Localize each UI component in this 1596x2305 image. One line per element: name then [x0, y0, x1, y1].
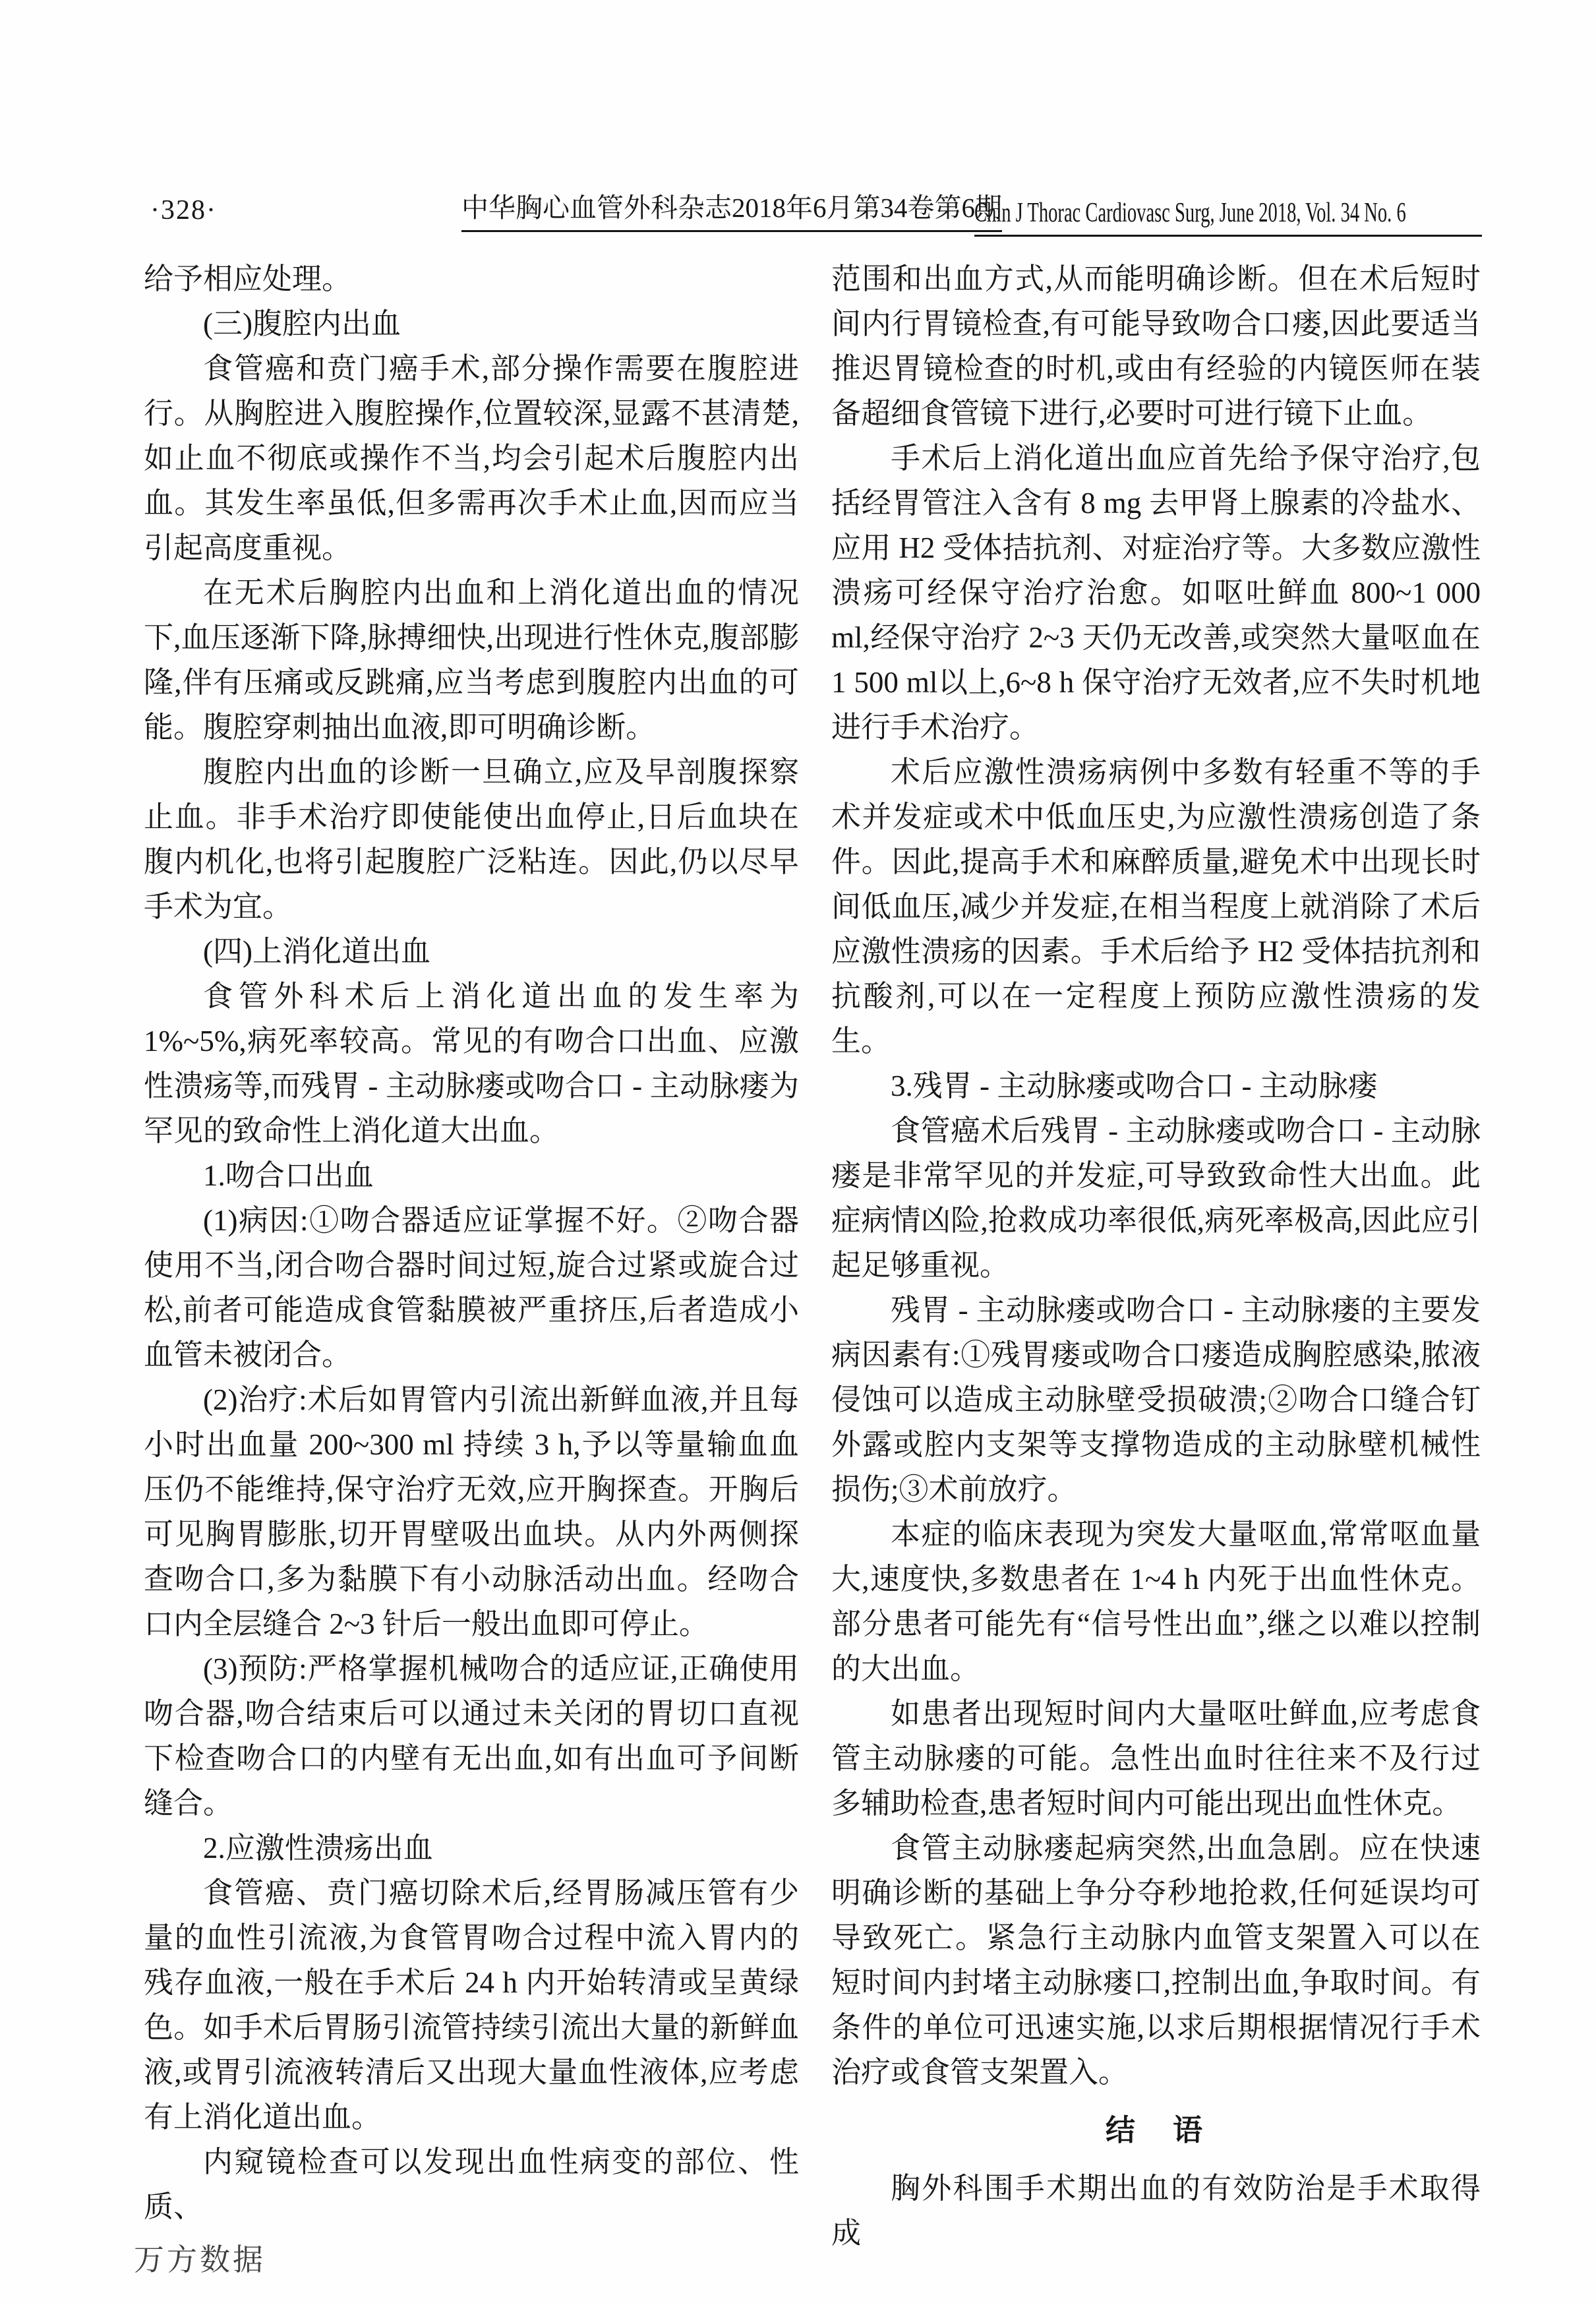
paragraph: (3)预防:严格掌握机械吻合的适应证,正确使用吻合器,吻合结束后可以通过未关闭的胃切口直视下检查吻合口的内壁有无出血,如有出血可予间断缝合。 [144, 1652, 799, 1820]
paragraph: (1)病因:①吻合器适应证掌握不好。②吻合器使用不当,闭合吻合器时间过短,旋合过紧或旋合过松,前者可能造成食管黏膜被严重挤压,后者造成小血管未被闭合。 [144, 1204, 799, 1371]
subsection-heading-stress-ulcer-bleeding: 2.应激性溃疡出血 [203, 1832, 433, 1865]
subsection-heading-anastomotic-bleeding: 1.吻合口出血 [203, 1159, 374, 1192]
wanfang-data-watermark: 万方数据 [134, 2242, 266, 2277]
paragraph: 食管癌术后残胃 - 主动脉瘘或吻合口 - 主动脉瘘是非常罕见的并发症,可导致致命性大出血。此症病情凶险,抢救成功率很低,病死率极高,因此应引起足够重视。 [831, 1114, 1481, 1282]
journal-title-english [974, 198, 1482, 237]
subsection-heading-aortic-fistula: 3.残胃 - 主动脉瘘或吻合口 - 主动脉瘘 [891, 1069, 1378, 1102]
conclusion-heading: 结 语 [1105, 2114, 1206, 2147]
section-heading-upper-gi-bleeding: (四)上消化道出血 [203, 935, 430, 968]
continuation-paragraph: 给予相应处理。 [144, 262, 352, 295]
paragraph: 本症的临床表现为突发大量呕血,常常呕血量大,速度快,多数患者在 1~4 h 内死于出血性休克。部分患者可能先有“信号性出血”,继之以难以控制的大出血。 [831, 1518, 1481, 1685]
paragraph: 食管癌、贲门癌切除术后,经胃肠减压管有少量的血性引流液,为食管胃吻合过程中流入胃内的残存血液,一般在手术后 24 h 内开始转清或呈黄绿色。如手术后胃肠引流管持续引流出大量的新鲜血液,或胃引流液转清后又出现大量血性液体,应考虑有上消化道出血。 [144, 1876, 799, 2134]
article-body [144, 256, 1481, 2256]
journal-title-chinese: 中华胸心血管外科杂志2018年6月第34卷第6期 [461, 193, 1002, 232]
paragraph: 食管癌和贲门癌手术,部分操作需要在腹腔进行。从胸腔进入腹腔操作,位置较深,显露不甚清楚,如止血不彻底或操作不当,均会引起术后腹腔内出血。其发生率虽低,但多需再次手术止血,因而应当引起高度重视。 [144, 352, 799, 564]
paragraph: 腹腔内出血的诊断一旦确立,应及早剖腹探察止血。非手术治疗即使能使出血停止,日后血块在腹内机化,也将引起腹腔广泛粘连。因此,仍以尽早手术为宜。 [144, 756, 799, 923]
page-number: ·328· [150, 195, 217, 225]
journal-title-english-text: Chin J Thorac Cardiovasc Surg, June 2018, Vol. 34 No. 6 [974, 198, 1406, 228]
paragraph: 如患者出现短时间内大量呕吐鲜血,应考虑食管主动脉瘘的可能。急性出血时往往来不及行过多辅助检查,患者短时间内可能出现出血性休克。 [831, 1697, 1481, 1820]
continuation-paragraph: 范围和出血方式,从而能明确诊断。但在术后短时间内行胃镜检查,有可能导致吻合口瘘,因此要适当推迟胃镜检查的时机,或由有经验的内镜医师在装备超细食管镜下进行,必要时可进行镜下止血。 [831, 262, 1481, 430]
paragraph: 食管主动脉瘘起病突然,出血急剧。应在快速明确诊断的基础上争分夺秒地抢救,任何延误均可导致死亡。紧急行主动脉内血管支架置入可以在短时间内封堵主动脉瘘口,控制出血,争取时间。有条件的单位可迅速实施,以求后期根据情况行手术治疗或食管支架置入。 [831, 1832, 1481, 2089]
paragraph: 在无术后胸腔内出血和上消化道出血的情况下,血压逐渐下降,脉搏细快,出现进行性休克,腹部膨隆,伴有压痛或反跳痛,应当考虑到腹腔内出血的可能。腹腔穿刺抽出血液,即可明确诊断。 [144, 576, 799, 744]
paragraph: 术后应激性溃疡病例中多数有轻重不等的手术并发症或术中低血压史,为应激性溃疡创造了条件。因此,提高手术和麻醉质量,避免术中出现长时间低血压,减少并发症,在相当程度上就消除了术后应激性溃疡的因素。手术后给予 H2 受体拮抗剂和抗酸剂,可以在一定程度上预防应激性溃疡的发生。 [831, 756, 1481, 1058]
left-column [144, 256, 799, 2229]
right-column [831, 256, 1481, 2256]
paragraph: 手术后上消化道出血应首先给予保守治疗,包括经胃管注入含有 8 mg 去甲肾上腺素的冷盐水、应用 H2 受体拮抗剂、对症治疗等。大多数应激性溃疡可经保守治疗治愈。如呕吐鲜血 800~1 000 ml,经保守治疗 2~3 天仍无改善,或突然大量呕血在 1 500 ml以上,6~8 h 保守治疗无效者,应不失时机地进行手术治疗。 [831, 442, 1481, 744]
paragraph: 胸外科围手术期出血的有效防治是手术取得成 [831, 2172, 1481, 2250]
paragraph: 食管外科术后上消化道出血的发生率为 1%~5%,病死率较高。常见的有吻合口出血、应激性溃疡等,而残胃 - 主动脉瘘或吻合口 - 主动脉瘘为罕见的致命性上消化道大出血。 [144, 980, 799, 1147]
section-heading-abdominal-bleeding: (三)腹腔内出血 [203, 307, 401, 340]
paragraph: (2)治疗:术后如胃管内引流出新鲜血液,并且每小时出血量 200~300 ml 持续 3 h,予以等量输血血压仍不能维持,保守治疗无效,应开胸探查。开胸后可见胸胃膨胀,切开胃壁吸出血块。从内外两侧探查吻合口,多为黏膜下有小动脉活动出血。经吻合口内全层缝合 2~3 针后一般出血即可停止。 [144, 1383, 799, 1640]
paragraph: 残胃 - 主动脉瘘或吻合口 - 主动脉瘘的主要发病因素有:①残胃瘘或吻合口瘘造成胸腔感染,脓液侵蚀可以造成主动脉壁受损破溃;②吻合口缝合钉外露或腔内支架等支撑物造成的主动脉壁机械性损伤;③术前放疗。 [831, 1294, 1481, 1506]
paragraph: 内窥镜检查可以发现出血性病变的部位、性质、 [144, 2145, 799, 2223]
